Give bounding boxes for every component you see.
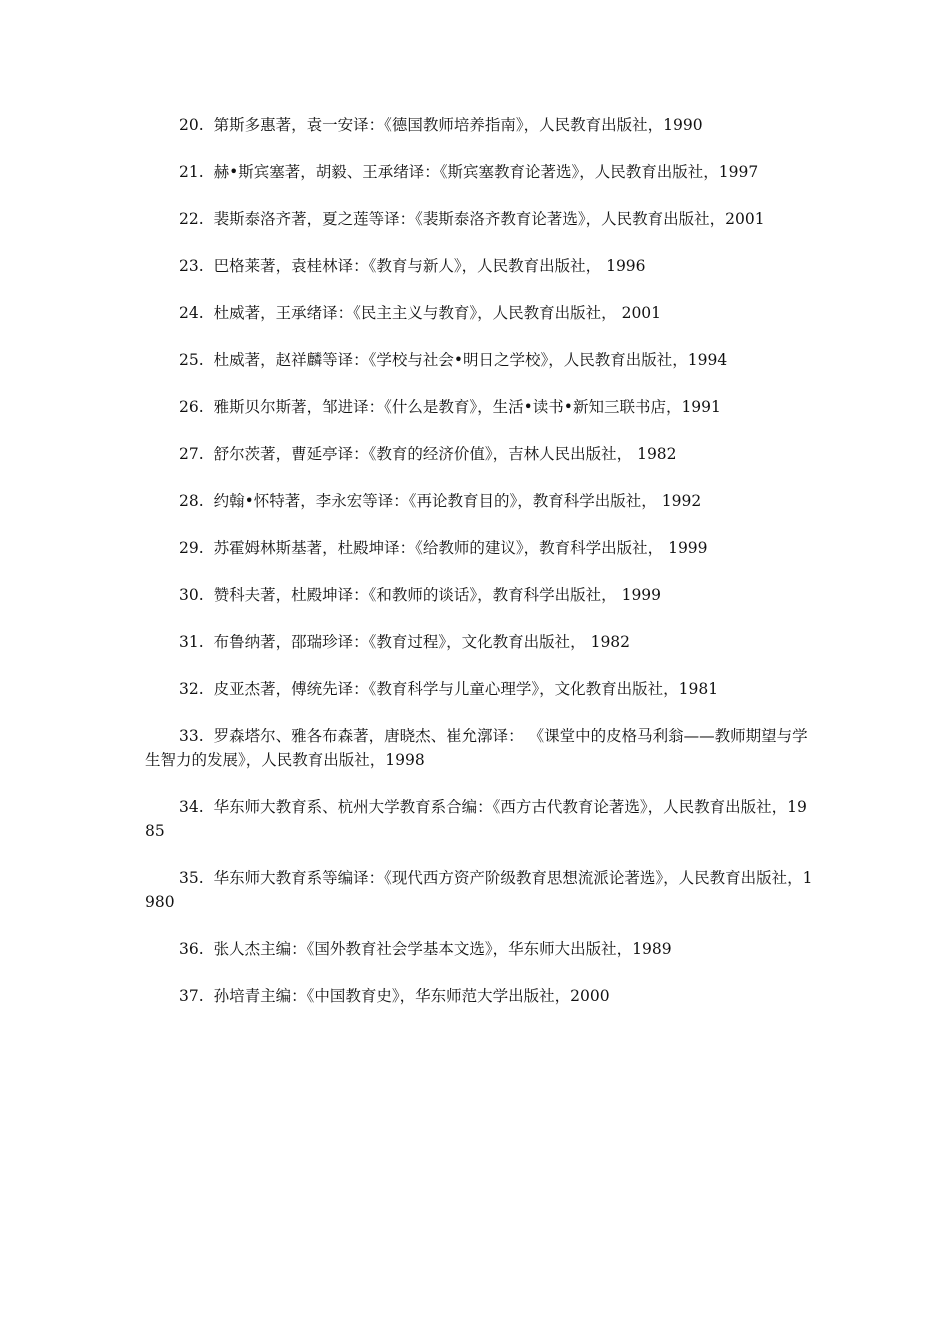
reference-item: [145, 937, 813, 961]
reference-item: [145, 724, 813, 772]
reference-text: 第斯多惠著，袁一安译：《德国教师培养指南》，人民教育出版社，1990: [213, 116, 703, 134]
reference-text: 苏霍姆林斯基著，杜殿坤译：《给教师的建议》，教育科学出版社， 1999: [213, 539, 708, 557]
reference-item: [145, 395, 813, 419]
reference-text: 巴格莱著，袁桂林译：《教育与新人》，人民教育出版社， 1996: [213, 257, 646, 275]
reference-number: 37.: [179, 987, 204, 1005]
reference-number: 22.: [179, 210, 204, 228]
reference-text: 孙培青主编：《中国教育史》，华东师范大学出版社，2000: [213, 987, 610, 1005]
reference-number: 20.: [179, 116, 204, 134]
reference-text: 布鲁纳著，邵瑞珍译：《教育过程》，文化教育出版社， 1982: [213, 633, 631, 651]
reference-text: 裴斯泰洛齐著，夏之莲等译：《裴斯泰洛齐教育论著选》，人民教育出版社，2001: [213, 210, 765, 228]
reference-item: [145, 254, 813, 278]
reference-text: 杜威著，王承绪译：《民主主义与教育》，人民教育出版社， 2001: [213, 304, 662, 322]
reference-item: [145, 984, 813, 1008]
reference-item: [145, 160, 813, 184]
reference-text: 杜威著，赵祥麟等译：《学校与社会•明日之学校》，人民教育出版社，1994: [213, 351, 728, 369]
reference-item: [145, 113, 813, 137]
reference-number: 33.: [179, 727, 204, 745]
reference-item: [145, 536, 813, 560]
reference-number: 27.: [179, 445, 204, 463]
reference-number: 21.: [179, 163, 204, 181]
reference-number: 34.: [179, 798, 204, 816]
reference-text: 赞科夫著，杜殿坤译：《和教师的谈话》，教育科学出版社， 1999: [213, 586, 662, 604]
reference-item: [145, 442, 813, 466]
reference-item: [145, 630, 813, 654]
reference-list: [145, 113, 813, 1031]
reference-item: [145, 207, 813, 231]
reference-text: 罗森塔尔、雅各布森著，唐晓杰、崔允漷译： 《课堂中的皮格马利翁——教师期望与学生智力的发展》，人民教育出版社，1998: [145, 727, 808, 769]
reference-text: 华东师大教育系、杭州大学教育系合编：《西方古代教育论著选》，人民教育出版社，1985: [145, 798, 807, 840]
reference-number: 31.: [179, 633, 204, 651]
reference-item: [145, 301, 813, 325]
reference-number: 23.: [179, 257, 204, 275]
reference-text: 张人杰主编：《国外教育社会学基本文选》，华东师大出版社，1989: [213, 940, 672, 958]
reference-item: [145, 795, 813, 843]
reference-text: 雅斯贝尔斯著，邹进译：《什么是教育》，生活•读书•新知三联书店，1991: [213, 398, 721, 416]
reference-number: 26.: [179, 398, 204, 416]
reference-text: 约翰•怀特著，李永宏等译：《再论教育目的》，教育科学出版社， 1992: [213, 492, 702, 510]
reference-number: 30.: [179, 586, 204, 604]
reference-text: 赫•斯宾塞著，胡毅、王承绪译：《斯宾塞教育论著选》，人民教育出版社，1997: [213, 163, 759, 181]
reference-number: 29.: [179, 539, 204, 557]
reference-number: 35.: [179, 869, 204, 887]
reference-item: [145, 866, 813, 914]
reference-item: [145, 348, 813, 372]
reference-text: 皮亚杰著，傅统先译：《教育科学与儿童心理学》，文化教育出版社，1981: [213, 680, 719, 698]
reference-text: 华东师大教育系等编译：《现代西方资产阶级教育思想流派论著选》，人民教育出版社，1980: [145, 869, 813, 911]
reference-number: 28.: [179, 492, 204, 510]
reference-number: 32.: [179, 680, 204, 698]
reference-item: [145, 677, 813, 701]
reference-number: 36.: [179, 940, 204, 958]
reference-number: 24.: [179, 304, 204, 322]
reference-item: [145, 583, 813, 607]
reference-item: [145, 489, 813, 513]
reference-number: 25.: [179, 351, 204, 369]
reference-text: 舒尔茨著，曹延亭译：《教育的经济价值》，吉林人民出版社， 1982: [213, 445, 677, 463]
